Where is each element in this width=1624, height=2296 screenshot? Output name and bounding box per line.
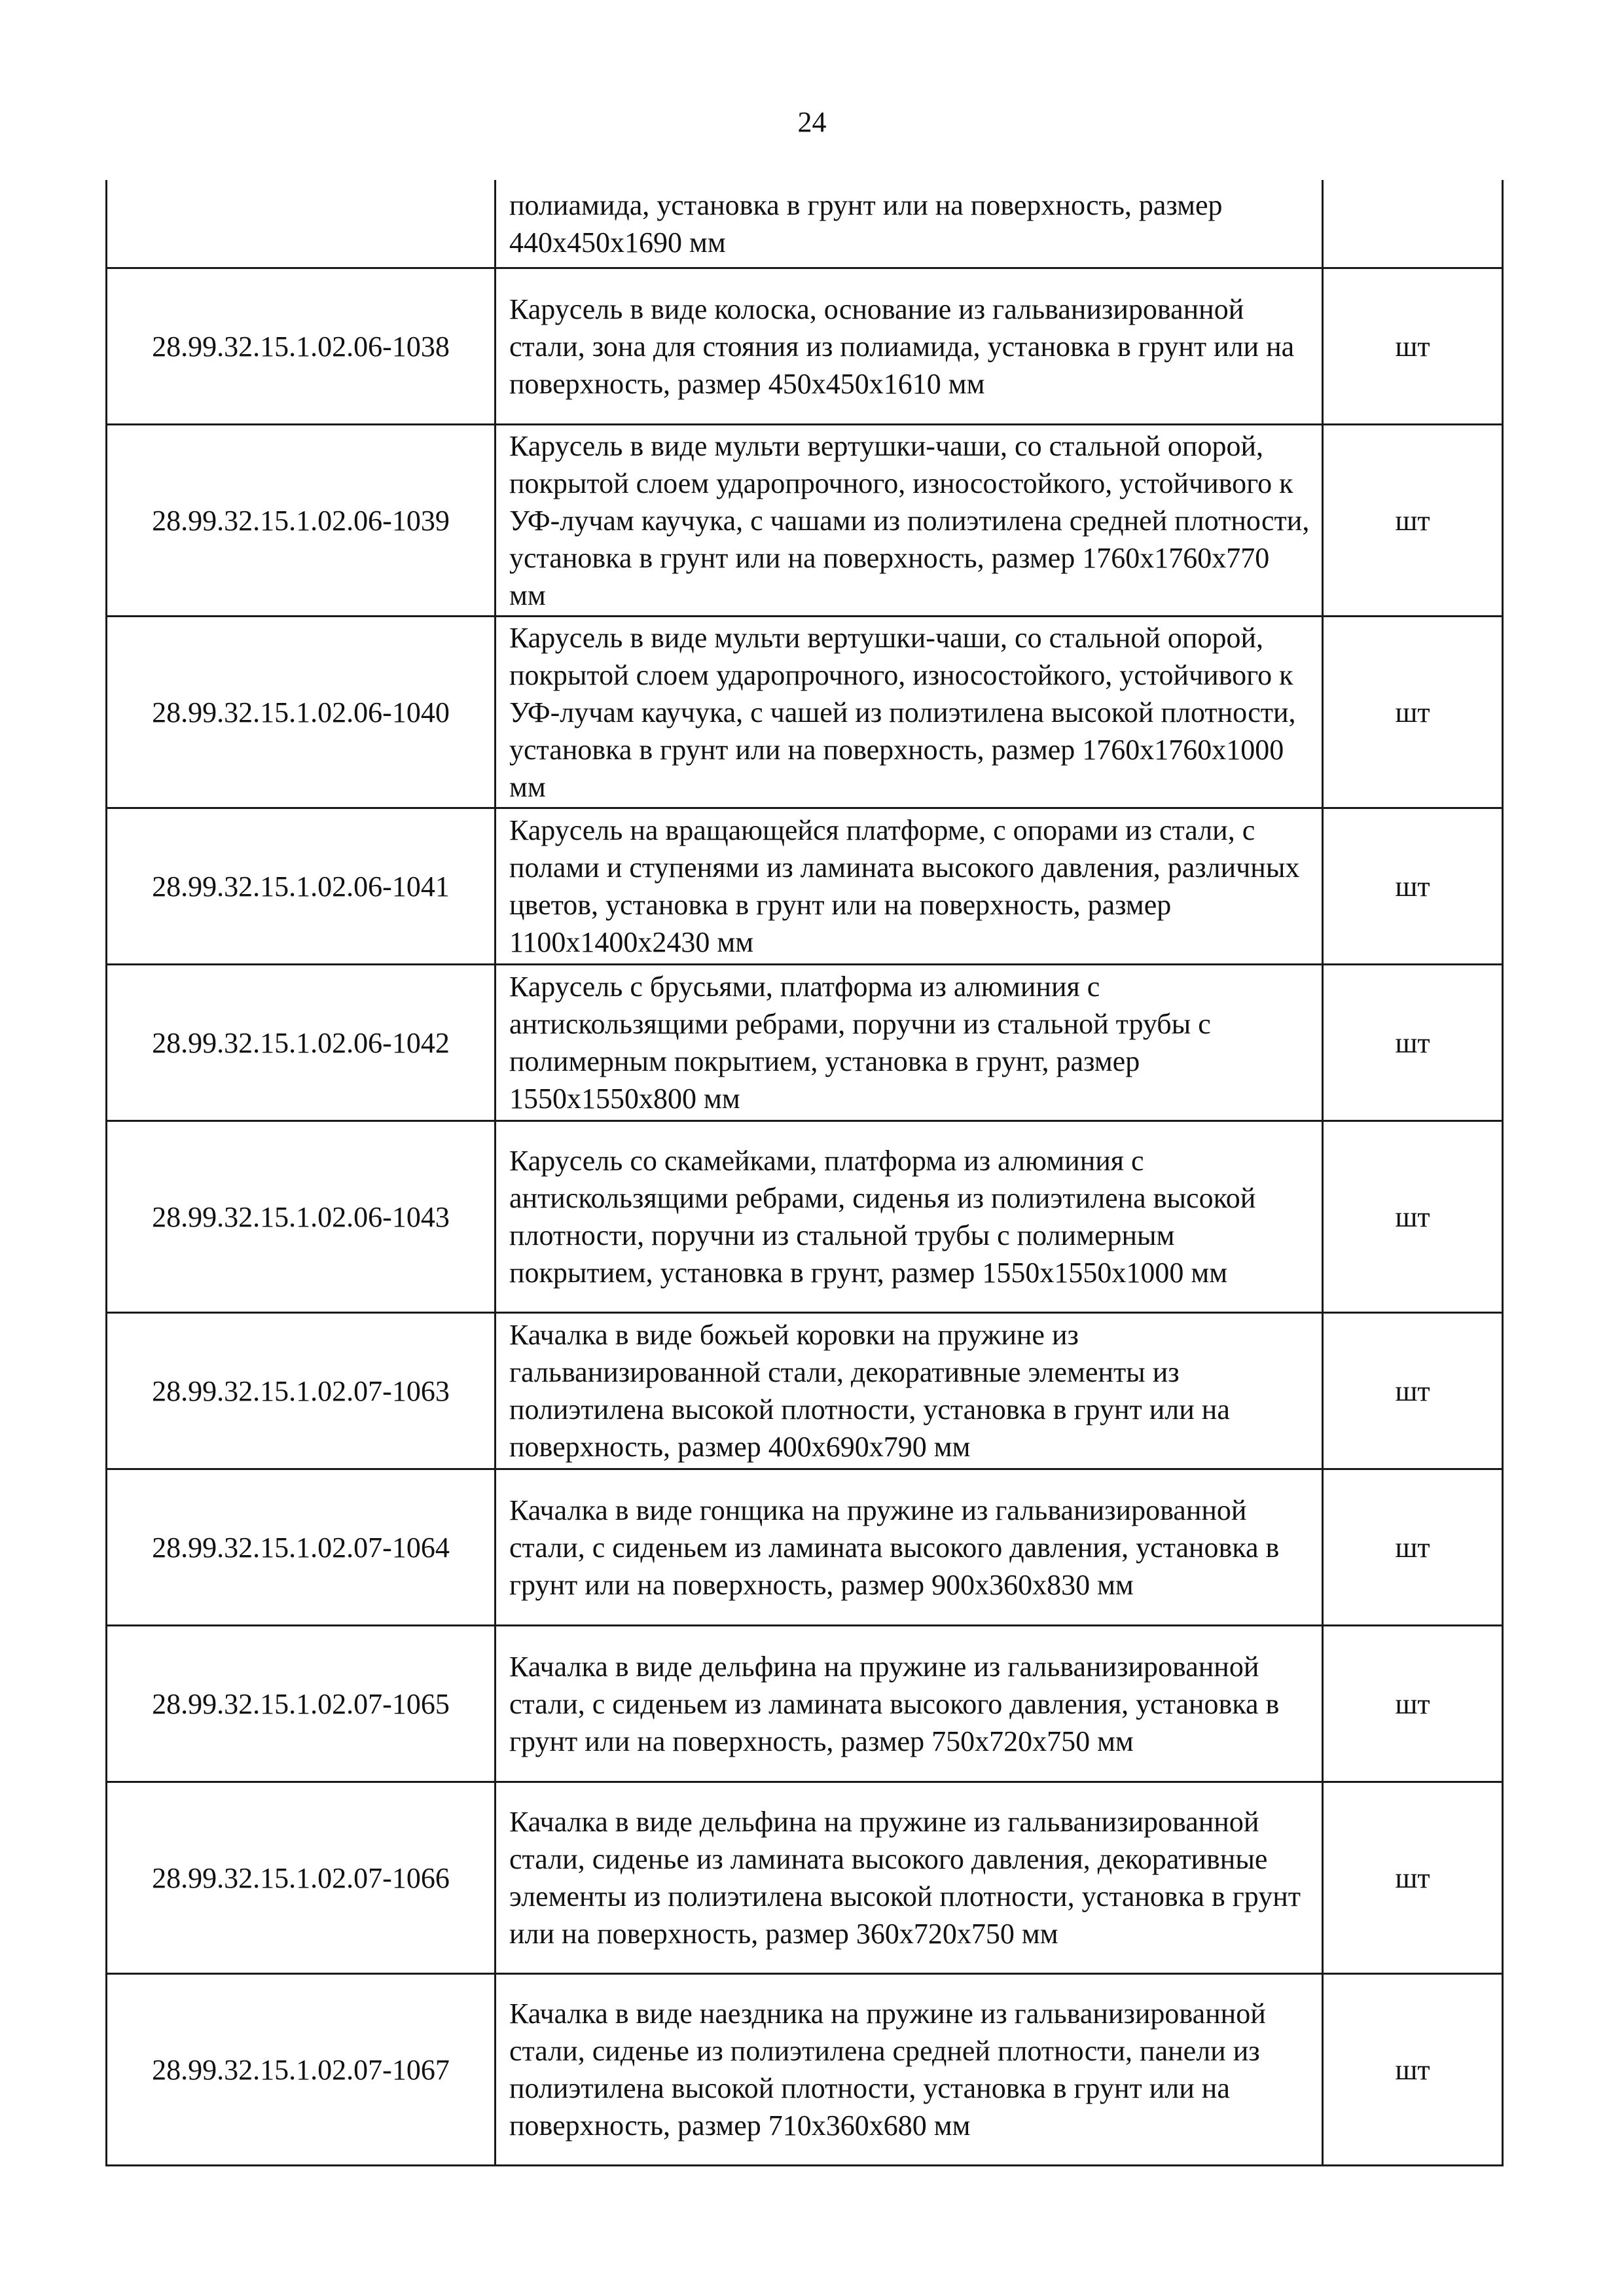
resource-code-cell: 28.99.32.15.1.02.06-1041: [107, 808, 496, 965]
resource-code-cell: 28.99.32.15.1.02.07-1064: [107, 1469, 496, 1626]
resource-description-cell: Карусель в виде мульти вертушки-чаши, со стальной опорой, покрытой слоем ударопрочного, износостойкого, устойчивого к УФ-лучам каучука, с чашами из полиэтилена средней плотности, установка в грунт или на поверхность, размер 1760х1760х770 мм: [496, 425, 1323, 617]
table-row: [107, 1782, 1503, 1974]
table-row: [107, 617, 1503, 808]
resource-table: [105, 180, 1504, 2166]
unit-cell: шт: [1323, 268, 1503, 425]
resource-code-cell: 28.99.32.15.1.02.07-1067: [107, 1974, 496, 2166]
resource-code-cell: [107, 180, 496, 268]
table-row: [107, 425, 1503, 617]
table-row: [107, 1974, 1503, 2166]
resource-description-cell: Качалка в виде дельфина на пружине из гальванизированной стали, с сиденьем из ламината высокого давления, установка в грунт или на поверхность, размер 750х720х750 мм: [496, 1626, 1323, 1782]
unit-cell: [1323, 180, 1503, 268]
table-row: [107, 965, 1503, 1121]
resource-code-cell: 28.99.32.15.1.02.06-1043: [107, 1121, 496, 1313]
resource-description-cell: Качалка в виде гонщика на пружине из гальванизированной стали, с сиденьем из ламината высокого давления, установка в грунт или на поверхность, размер 900х360х830 мм: [496, 1469, 1323, 1626]
resource-description-cell: Качалка в виде божьей коровки на пружине из гальванизированной стали, декоративные элементы из полиэтилена высокой плотности, установка в грунт или на поверхность, размер 400х690х790 мм: [496, 1313, 1323, 1469]
resource-code-cell: 28.99.32.15.1.02.07-1063: [107, 1313, 496, 1469]
resource-code-cell: 28.99.32.15.1.02.06-1038: [107, 268, 496, 425]
table-row: [107, 808, 1503, 965]
unit-cell: шт: [1323, 808, 1503, 965]
resource-code-cell: 28.99.32.15.1.02.07-1066: [107, 1782, 496, 1974]
resource-description-cell: Карусель в виде колоска, основание из гальванизированной стали, зона для стояния из полиамида, установка в грунт или на поверхность, размер 450х450х1610 мм: [496, 268, 1323, 425]
unit-cell: шт: [1323, 1782, 1503, 1974]
unit-cell: шт: [1323, 1313, 1503, 1469]
resource-code-cell: 28.99.32.15.1.02.06-1039: [107, 425, 496, 617]
unit-cell: шт: [1323, 1974, 1503, 2166]
resource-description-cell: Карусель с брусьями, платформа из алюминия с антискользящими ребрами, поручни из стальной трубы с полимерным покрытием, установка в грунт, размер 1550х1550х800 мм: [496, 965, 1323, 1121]
resource-description-cell: Карусель в виде мульти вертушки-чаши, со стальной опорой, покрытой слоем ударопрочного, износостойкого, устойчивого к УФ-лучам каучука, с чашей из полиэтилена высокой плотности, установка в грунт или на поверхность, размер 1760х1760х1000 мм: [496, 617, 1323, 808]
page-number: 24: [797, 106, 827, 138]
table-row: [107, 180, 1503, 268]
resource-description-cell: Карусель на вращающейся платформе, с опорами из стали, с полами и ступенями из ламината высокого давления, различных цветов, установка в грунт или на поверхность, размер 1100х1400х2430 мм: [496, 808, 1323, 965]
unit-cell: шт: [1323, 425, 1503, 617]
resource-code-cell: 28.99.32.15.1.02.06-1040: [107, 617, 496, 808]
unit-cell: шт: [1323, 1121, 1503, 1313]
resource-description-cell: полиамида, установка в грунт или на поверхность, размер 440х450х1690 мм: [496, 180, 1323, 268]
unit-cell: шт: [1323, 1469, 1503, 1626]
unit-cell: шт: [1323, 1626, 1503, 1782]
resource-description-cell: Качалка в виде дельфина на пружине из гальванизированной стали, сиденье из ламината высокого давления, декоративные элементы из полиэтилена высокой плотности, установка в грунт или на поверхность, размер 360х720х750 мм: [496, 1782, 1323, 1974]
table-row: [107, 1626, 1503, 1782]
resource-code-cell: 28.99.32.15.1.02.07-1065: [107, 1626, 496, 1782]
unit-cell: шт: [1323, 617, 1503, 808]
resource-description-cell: Качалка в виде наездника на пружине из гальванизированной стали, сиденье из полиэтилена средней плотности, панели из полиэтилена высокой плотности, установка в грунт или на поверхность, размер 710х360х680 мм: [496, 1974, 1323, 2166]
unit-cell: шт: [1323, 965, 1503, 1121]
resource-code-cell: 28.99.32.15.1.02.06-1042: [107, 965, 496, 1121]
table-row: [107, 268, 1503, 425]
table-row: [107, 1469, 1503, 1626]
resource-description-cell: Карусель со скамейками, платформа из алюминия с антискользящими ребрами, сиденья из полиэтилена высокой плотности, поручни из стальной трубы с полимерным покрытием, установка в грунт, размер 1550х1550х1000 мм: [496, 1121, 1323, 1313]
table-row: [107, 1121, 1503, 1313]
table-row: [107, 1313, 1503, 1469]
